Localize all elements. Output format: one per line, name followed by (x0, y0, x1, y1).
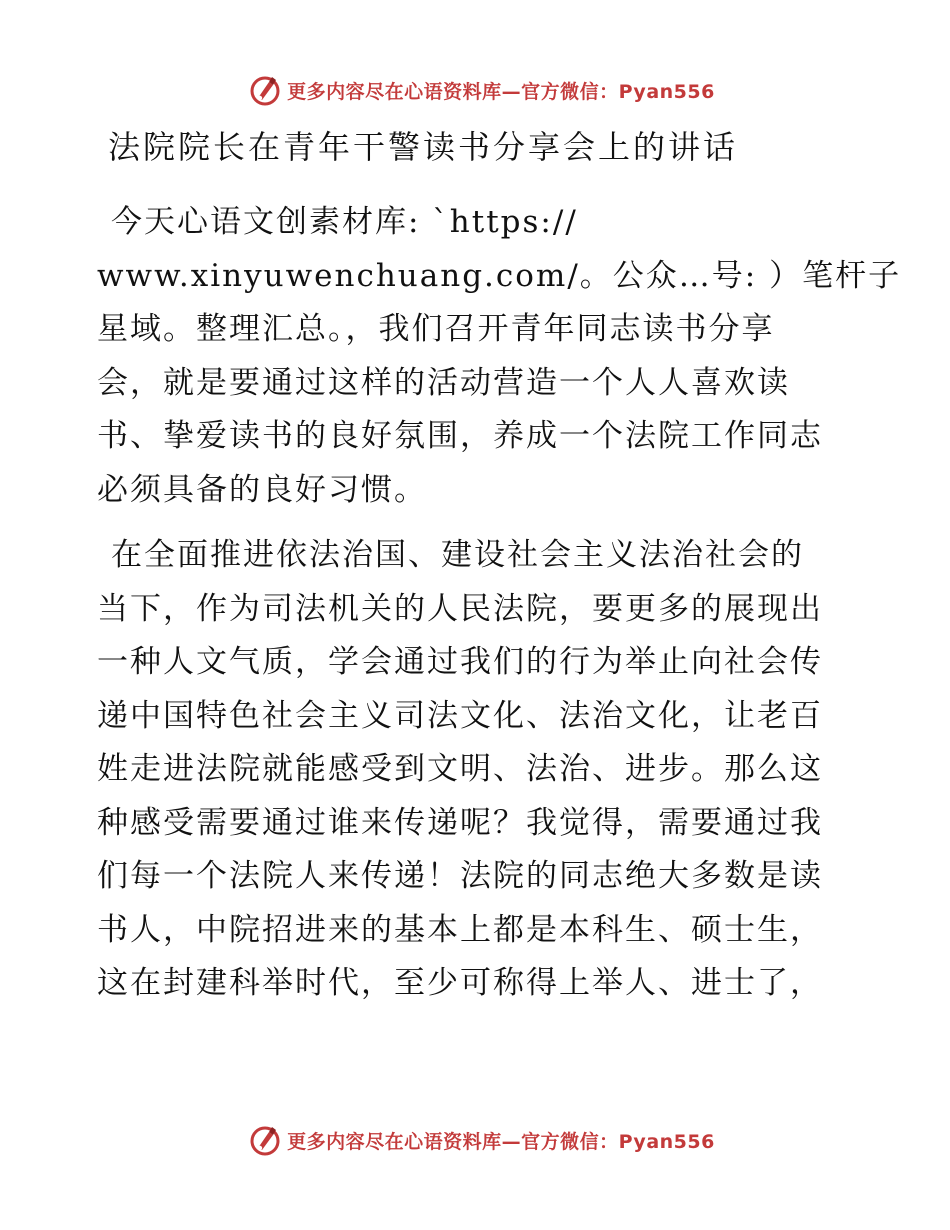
paragraph-line: 书、挚爱读书的良好氛围，养成一个法院工作同志 (97, 418, 823, 454)
paragraph-line: 会，就是要通过这样的活动营造一个人人喜欢读 (97, 364, 790, 401)
footer-banner-text: 更多内容尽在心语资料库—官方微信：Pyan556 (287, 1130, 715, 1153)
paragraph-line: 当下，作为司法机关的人民法院，要更多的展现出 (97, 590, 823, 627)
paragraph-line: www.xinyuwenchuang.com/。公众…号: ）笔杆子 (97, 257, 902, 294)
paragraph-line: 必须具备的良好习惯。 (97, 471, 427, 508)
document-body (97, 196, 902, 1023)
paragraph-line: 递中国特色社会主义司法文化、法治文化，让老百 (97, 697, 823, 734)
footer-banner-inner (249, 1124, 715, 1156)
paragraph-line: 姓走进法院就能感受到文明、法治、进步。那么这 (97, 751, 823, 787)
paragraph-line: 一种人文气质，学会通过我们的行为举止向社会传 (97, 644, 823, 680)
paragraph-1 (97, 196, 902, 517)
paragraph-line: 星域。整理汇总。，我们召开青年同志读书分享 (97, 311, 775, 347)
paragraph-line: 在全面推进依法治国、建设社会主义法治社会的 (111, 537, 804, 573)
header-banner-text: 更多内容尽在心语资料库—官方微信：Pyan556 (287, 80, 715, 103)
brush-pen-logo-icon (249, 1124, 281, 1156)
brush-pen-logo-icon (249, 74, 281, 106)
paragraph-line: 们每一个法院人来传递！法院的同志绝大多数是读 (97, 858, 823, 894)
paragraph-2 (97, 529, 853, 1011)
header-banner (0, 70, 950, 110)
page-title: 法院院长在青年干警读书分享会上的讲话 (108, 128, 739, 166)
paragraph-line: 这在封建科举时代，至少可称得上举人、进士了， (97, 965, 823, 1001)
paragraph-line: 今天心语文创素材库: `https:// (111, 204, 578, 240)
paragraph-line: 书人，中院招进来的基本上都是本科生、硕士生， (97, 911, 823, 948)
header-banner-inner (249, 74, 715, 106)
footer-banner (0, 1120, 950, 1160)
paragraph-line: 种感受需要通过谁来传递呢？我觉得，需要通过我 (97, 804, 823, 841)
